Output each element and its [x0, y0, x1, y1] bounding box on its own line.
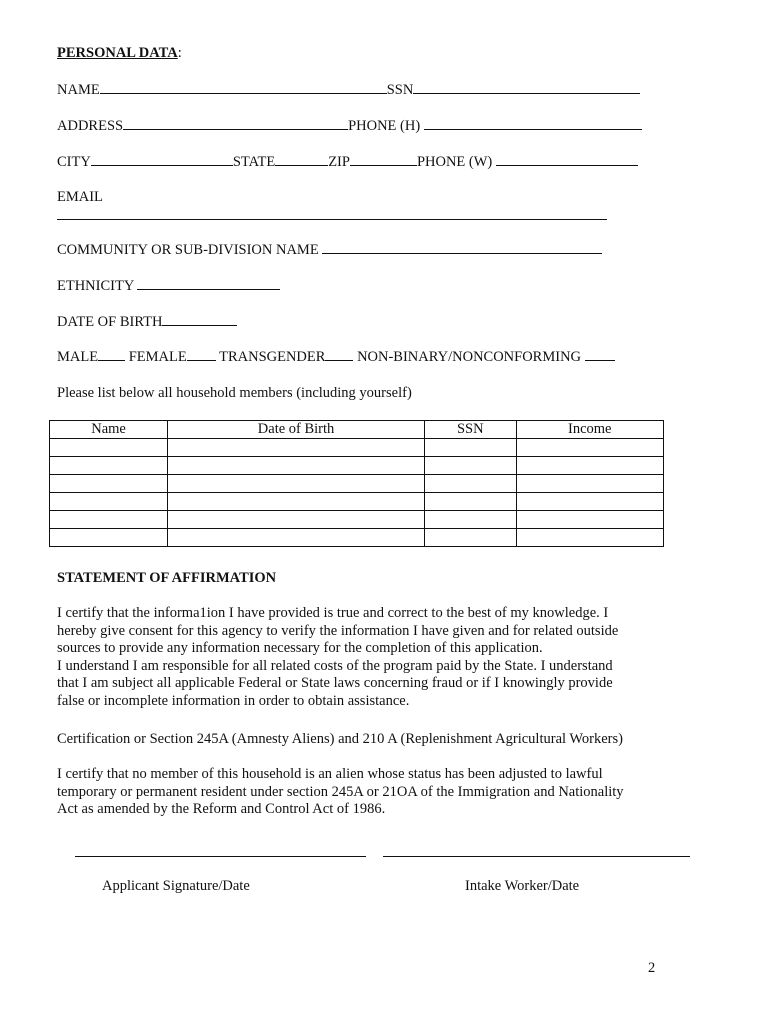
nonbinary-field[interactable] — [585, 348, 615, 361]
table-cell[interactable] — [425, 529, 517, 547]
male-field[interactable] — [98, 348, 125, 361]
ssn-label: SSN — [386, 82, 414, 98]
table-cell[interactable] — [425, 493, 517, 511]
email-row — [57, 207, 607, 225]
table-row — [50, 457, 664, 475]
column-header-income: Income — [516, 421, 663, 439]
column-header-name: Name — [50, 421, 168, 439]
nonbinary-label: NON-BINARY/NONCONFORMING — [357, 349, 582, 365]
address-field[interactable] — [123, 117, 348, 130]
table-cell[interactable] — [425, 475, 517, 493]
email-label: EMAIL — [57, 189, 103, 205]
applicant-signature-line[interactable] — [75, 856, 366, 857]
community-row — [57, 241, 602, 259]
intake-worker-signature-line[interactable] — [383, 856, 690, 857]
table-cell[interactable] — [50, 457, 168, 475]
table-cell[interactable] — [50, 475, 168, 493]
email-field[interactable] — [57, 207, 607, 220]
affirmation-paragraph: I certify that the informa1ion I have provided is true and correct to the best of my knowledge. I hereby give consent for this agency to verify the information I have given and for related outside sources to provide any information necessary for the completion of this application. I understand I am responsible for all related costs of the program paid by the State. I understand that I am subject all applicable Federal or State laws concerning fraud or if I knowingly provide false or incomplete information in order to obtain assistance. — [57, 605, 619, 709]
ethnicity-row — [57, 277, 280, 295]
table-header-row — [50, 421, 664, 439]
applicant-signature-label: Applicant Signature/Date — [102, 878, 250, 894]
ethnicity-field[interactable] — [137, 277, 280, 290]
gender-row — [57, 348, 615, 366]
table-cell[interactable] — [516, 457, 663, 475]
phone-home-field[interactable] — [424, 117, 642, 130]
state-field[interactable] — [275, 153, 328, 166]
table-row — [50, 511, 664, 529]
table-cell[interactable] — [516, 493, 663, 511]
phone-work-field[interactable] — [496, 153, 638, 166]
certification-paragraph: I certify that no member of this household is an alien whose status has been adjusted to lawful temporary or permanent resident under section 245A or 21OA of the Immigration and Nationality Act as amended by the Reform and Control Act of 1986. — [57, 766, 624, 817]
table-cell[interactable] — [50, 529, 168, 547]
transgender-label: TRANSGENDER — [219, 349, 326, 365]
table-cell[interactable] — [425, 511, 517, 529]
affirmation-heading: STATEMENT OF AFFIRMATION — [57, 570, 277, 586]
column-header-dob: Date of Birth — [168, 421, 425, 439]
table-cell[interactable] — [50, 439, 168, 457]
state-label: STATE — [232, 154, 276, 170]
table-cell[interactable] — [168, 529, 425, 547]
household-table — [49, 420, 664, 547]
table-cell[interactable] — [168, 457, 425, 475]
table-cell[interactable] — [516, 475, 663, 493]
name-ssn-row — [57, 81, 640, 99]
table-row — [50, 439, 664, 457]
table-cell[interactable] — [516, 511, 663, 529]
table-cell[interactable] — [516, 529, 663, 547]
zip-label: ZIP — [328, 154, 350, 170]
ethnicity-label: ETHNICITY — [57, 278, 134, 294]
column-header-ssn: SSN — [425, 421, 517, 439]
household-intro: Please list below all household members (including yourself) — [57, 385, 412, 401]
phone-work-label: PHONE (W) — [416, 154, 493, 170]
transgender-field[interactable] — [325, 348, 353, 361]
city-state-zip-row — [57, 153, 638, 171]
table-row — [50, 475, 664, 493]
name-field[interactable] — [100, 81, 387, 94]
phone-home-label: PHONE (H) — [348, 118, 421, 134]
address-label: ADDRESS — [57, 118, 124, 134]
table-row — [50, 493, 664, 511]
community-field[interactable] — [322, 241, 602, 254]
table-cell[interactable] — [516, 439, 663, 457]
city-label: CITY — [57, 154, 91, 170]
female-label: FEMALE — [128, 349, 187, 365]
female-field[interactable] — [187, 348, 216, 361]
table-cell[interactable] — [50, 511, 168, 529]
table-cell[interactable] — [425, 439, 517, 457]
table-cell[interactable] — [168, 439, 425, 457]
personal-data-heading — [57, 44, 182, 62]
table-cell[interactable] — [425, 457, 517, 475]
dob-field[interactable] — [162, 313, 237, 326]
community-label: COMMUNITY OR SUB-DIVISION NAME — [57, 242, 319, 258]
name-label: NAME — [57, 82, 100, 98]
table-cell[interactable] — [168, 493, 425, 511]
zip-field[interactable] — [350, 153, 417, 166]
heading-colon: : — [177, 45, 182, 61]
dob-row — [57, 313, 237, 331]
page-number: 2 — [648, 960, 656, 976]
male-label: MALE — [57, 349, 99, 365]
table-cell[interactable] — [168, 511, 425, 529]
table-cell[interactable] — [50, 493, 168, 511]
table-cell[interactable] — [168, 475, 425, 493]
address-phone-row — [57, 117, 642, 135]
ssn-field[interactable] — [413, 81, 640, 94]
personal-data-title: PERSONAL DATA — [57, 45, 178, 61]
city-field[interactable] — [91, 153, 233, 166]
table-row — [50, 529, 664, 547]
dob-label: DATE OF BIRTH — [57, 314, 163, 330]
intake-worker-label: Intake Worker/Date — [465, 878, 580, 894]
certification-title: Certification or Section 245A (Amnesty Aliens) and 210 A (Replenishment Agricultural Workers) — [57, 731, 623, 747]
